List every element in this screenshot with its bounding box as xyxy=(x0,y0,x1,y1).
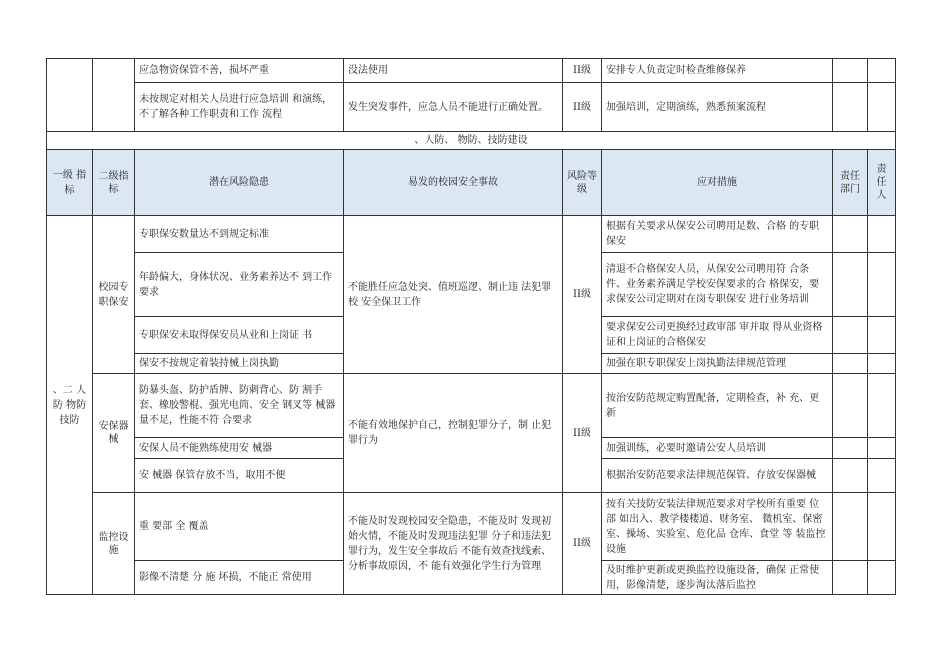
measure-cell: 安排专人负责定时检查维修保养 xyxy=(602,59,833,83)
dept-cell xyxy=(833,59,868,83)
table-row xyxy=(47,83,896,132)
person-cell xyxy=(868,216,896,253)
person-cell xyxy=(868,354,896,374)
hazard-cell: 应急物资保管不善，损坏严重 xyxy=(135,59,344,83)
hazard-cell: 专职保安未取得保安员从业和上岗证 书 xyxy=(135,317,344,354)
dept-cell xyxy=(833,317,868,354)
person-cell xyxy=(868,493,896,561)
hazard-cell: 安保人员不能熟练使用安 械器 xyxy=(135,438,344,459)
measure-cell: 要求保安公司更换经过政审部 审并取 得从业资格证和上岗证的合格保安 xyxy=(602,317,833,354)
dept-cell xyxy=(833,459,868,493)
measure-cell: 加强培训，定期演练，熟悉预案流程 xyxy=(602,83,833,132)
dept-cell xyxy=(833,216,868,253)
dept-cell xyxy=(833,253,868,317)
risk-table-container xyxy=(46,58,895,617)
dept-cell xyxy=(833,83,868,132)
header-accident: 易发的校园安全事故 xyxy=(344,150,563,216)
empty-cell xyxy=(47,59,93,132)
person-cell xyxy=(868,253,896,317)
header-level2: 二级指标 xyxy=(93,150,135,216)
hazard-cell: 专职保安数量达不到规定标准 xyxy=(135,216,344,253)
person-cell xyxy=(868,374,896,438)
level2-cell: 校园专职保安 xyxy=(93,216,135,374)
accident-cell: 不能有效地保护自己，控制犯罪分子，制 止犯罪行为 xyxy=(344,374,563,493)
header-level1: 一级 指 标 xyxy=(47,150,93,216)
empty-cell xyxy=(93,59,135,132)
measure-cell: 清退不合格保安人员，从保安公司聘用符 合条件、业务素养满足学校安保要求的合 格保安，要求保安公司定期对在岗专职保安 进行业务培训 xyxy=(602,253,833,317)
dept-cell xyxy=(833,354,868,374)
hazard-cell: 防暴头盔、防护盾牌、防刺背心、防 割手套、橡胶警棍、强光电筒、安全 钢叉等 械器 量不足，性能不符 合要求 xyxy=(135,374,344,438)
level1-cell: 、二 人防 物防 技防 xyxy=(47,216,93,595)
header-row xyxy=(47,150,896,216)
level2-cell: 监控设施 xyxy=(93,493,135,595)
dept-cell xyxy=(833,374,868,438)
hazard-cell: 保安不按规定着装持械上岗执勤 xyxy=(135,354,344,374)
dept-cell xyxy=(833,438,868,459)
accident-cell: 不能胜任应急处突、值班巡逻、制止违 法犯罪 校 安全保卫工作 xyxy=(344,216,563,374)
table-row xyxy=(47,374,896,438)
person-cell xyxy=(868,561,896,595)
accident-cell: 不能及时发现校园安全隐患，不能及时 发现初始火情，不能及时发现违法犯罪 分子和违法犯罪行为，发生安全事故后 不能有效查找线索、分析事故原因，不 能有效强化学生行为管理 xyxy=(344,493,563,595)
level2-cell: 安保器械 xyxy=(93,374,135,493)
section-title: 、人防、 物防、技防建设 xyxy=(47,132,896,150)
person-cell xyxy=(868,459,896,493)
measure-cell: 及时维护更新或更换监控设施设备，确保 正常使用，影像清楚，逐步淘汰落后监控 xyxy=(602,561,833,595)
header-hazard: 潜在风险隐患 xyxy=(135,150,344,216)
risk-level-cell: II级 xyxy=(563,216,602,374)
table-row xyxy=(47,493,896,561)
header-risk-level: 风险等级 xyxy=(563,150,602,216)
risk-level-cell: II级 xyxy=(563,59,602,83)
dept-cell xyxy=(833,493,868,561)
hazard-cell: 重 要部 全 覆盖 xyxy=(135,493,344,561)
measure-cell: 加强训练，必要时邀请公安人员培训 xyxy=(602,438,833,459)
accident-cell: 没法使用 xyxy=(344,59,563,83)
accident-cell: 发生突发事件，应急人员不能进行正确处置。 xyxy=(344,83,563,132)
person-cell xyxy=(868,83,896,132)
person-cell xyxy=(868,59,896,83)
hazard-cell: 未按规定对相关人员进行应急培训 和演练，不了解各种工作职责和工作 流程 xyxy=(135,83,344,132)
table-row xyxy=(47,216,896,253)
person-cell xyxy=(868,438,896,459)
section-title-row xyxy=(47,132,896,150)
person-cell xyxy=(868,317,896,354)
measure-cell: 加强在职专职保安上岗执勤法律规范管理 xyxy=(602,354,833,374)
hazard-cell: 年龄偏大，身体状况、业务素养达不 到工作要求 xyxy=(135,253,344,317)
hazard-cell: 影像不清楚 分 施 坏损，不能正 常使用 xyxy=(135,561,344,595)
header-person: 责任人 xyxy=(868,150,896,216)
risk-level-cell: II级 xyxy=(563,83,602,132)
hazard-cell: 安 械器 保管存放不当，取用不便 xyxy=(135,459,344,493)
dept-cell xyxy=(833,561,868,595)
measure-cell: 根据有关要求从保安公司聘用足数、合格 的专职保安 xyxy=(602,216,833,253)
measure-cell: 按治安防范规定购置配备，定期检查，补 充、更新 xyxy=(602,374,833,438)
risk-level-cell: II级 xyxy=(563,493,602,595)
risk-level-cell: II级 xyxy=(563,374,602,493)
header-measure: 应对措施 xyxy=(602,150,833,216)
table-row xyxy=(47,59,896,83)
measure-cell: 根据治安防范要求法律规范保管、存放安保器械 xyxy=(602,459,833,493)
risk-table xyxy=(46,58,896,595)
header-dept: 责任部门 xyxy=(833,150,868,216)
measure-cell: 按有关技防安装法律规范要求对学校所有重要 位部 如出入、教学楼楼道、财务室、 微机室、保密室、操场、实验室、危化品 仓库、食堂 等 装监控设施 xyxy=(602,493,833,561)
